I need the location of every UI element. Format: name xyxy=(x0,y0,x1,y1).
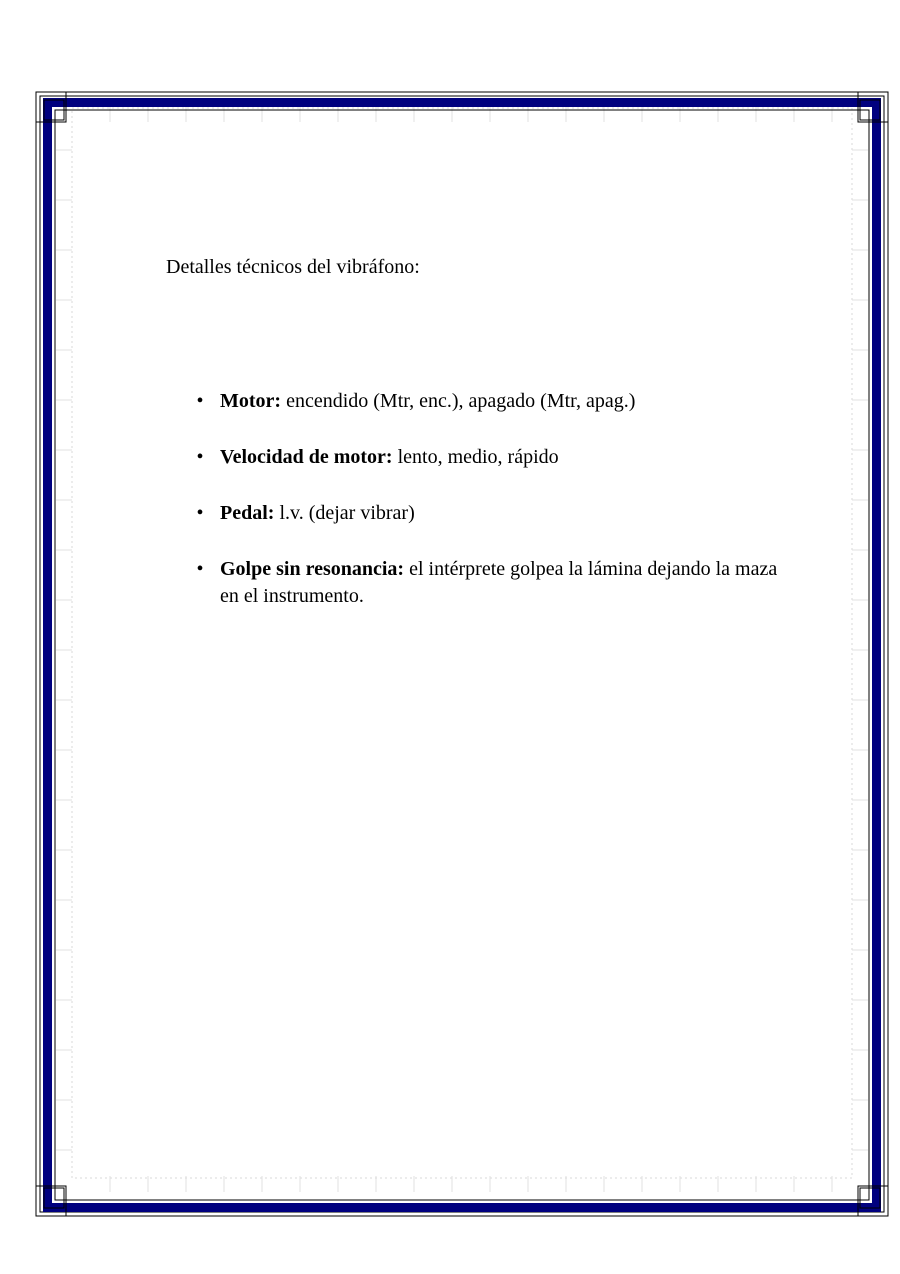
item-term: Pedal: xyxy=(220,502,275,524)
list-item-pedal xyxy=(196,500,780,527)
bullet-icon: • xyxy=(196,502,204,524)
item-description: encendido (Mtr, enc.), apagado (Mtr, apag.) xyxy=(281,390,636,412)
page-heading: Detalles técnicos del vibráfono: xyxy=(166,256,420,278)
item-description: el intérprete golpea la lámina dejando la maza en el instrumento. xyxy=(220,558,778,607)
item-term: Velocidad de motor: xyxy=(220,446,393,468)
list-item-motor xyxy=(196,388,780,415)
item-description: l.v. (dejar vibrar) xyxy=(274,502,415,524)
item-term: Motor: xyxy=(220,390,282,412)
bullet-icon: • xyxy=(196,446,204,468)
bullet-icon: • xyxy=(196,558,204,580)
item-description: lento, medio, rápido xyxy=(392,446,559,468)
item-term: Golpe sin resonancia: xyxy=(220,558,405,580)
list-item-velocidad xyxy=(196,444,780,471)
bullet-icon: • xyxy=(196,390,204,412)
technical-details-list xyxy=(196,388,780,639)
list-item-golpe xyxy=(196,556,780,610)
